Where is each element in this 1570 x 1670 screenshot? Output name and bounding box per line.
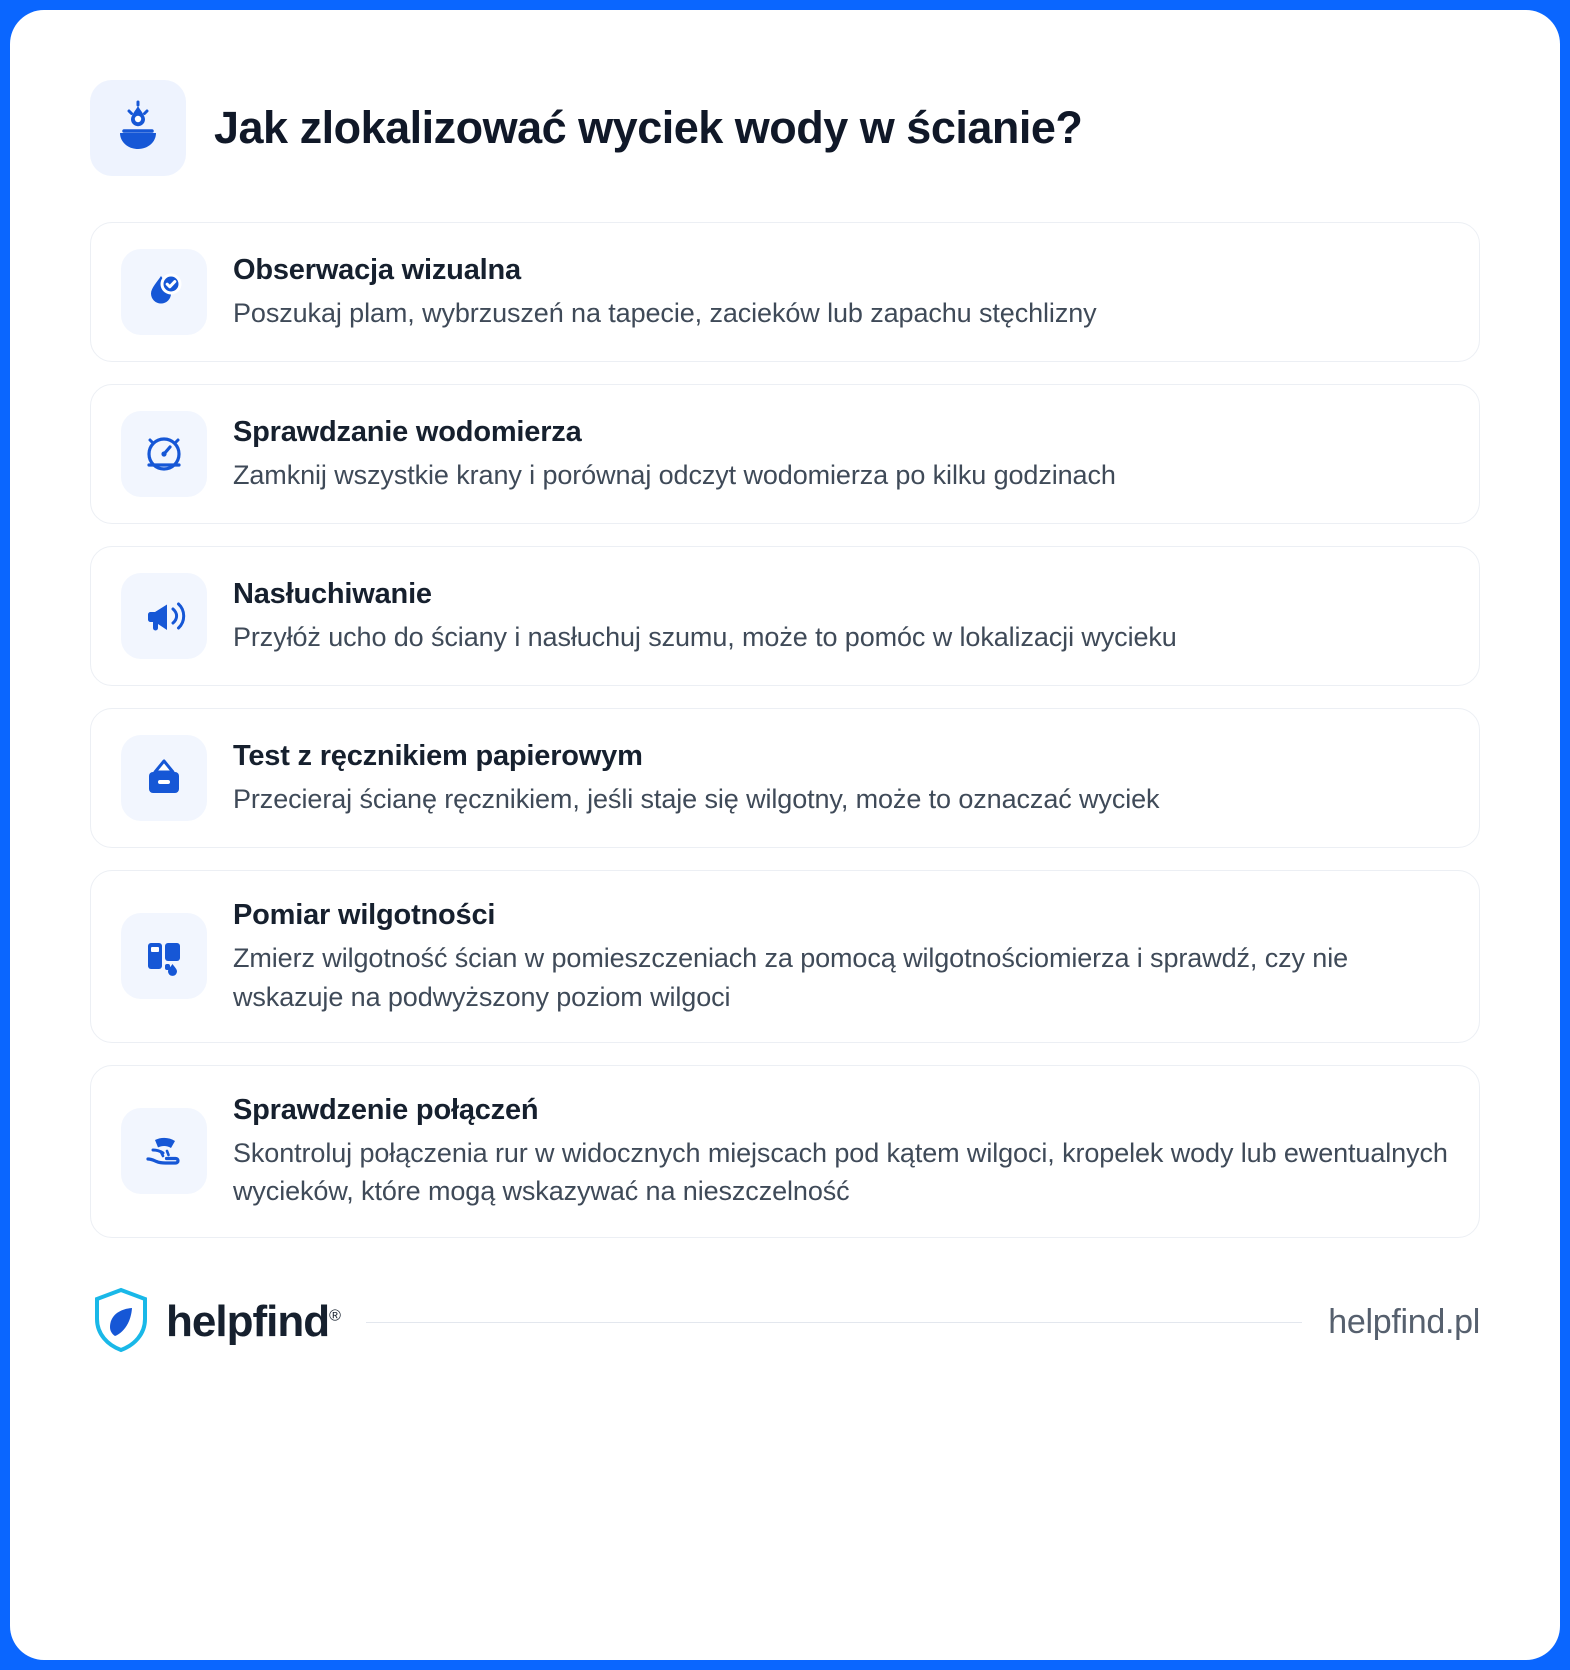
- shield-leaf-logo: [90, 1286, 152, 1359]
- list-item-desc: Przyłóż ucho do ściany i nasłuchuj szumu, może to pomóc w lokalizacji wycieku: [233, 621, 1177, 652]
- list-item: [90, 870, 1480, 1043]
- list-item-title: Nasłuchiwanie: [233, 577, 432, 610]
- list-item-desc: Skontroluj połączenia rur w widocznych miejscach pod kątem wilgoci, kropelek wody lub ewentualnych wycieków, które mogą wskazywać na nieszczelność: [233, 1138, 1448, 1207]
- list-item-title: Obserwacja wizualna: [233, 253, 521, 286]
- humidity-meter-icon: [121, 913, 207, 999]
- water-drop-hand-icon: [90, 80, 186, 176]
- infographic-card: [10, 10, 1560, 1660]
- list-item: [90, 384, 1480, 524]
- list-item-desc: Przecieraj ścianę ręcznikiem, jeśli staje się wilgotny, może to oznaczać wyciek: [233, 783, 1160, 814]
- drop-check-icon: [121, 249, 207, 335]
- divider: [366, 1322, 1302, 1324]
- registered-mark: ®: [329, 1307, 340, 1325]
- pipe-joint-hand-icon: [121, 1108, 207, 1194]
- list-item-desc: Zamknij wszystkie krany i porównaj odczyt wodomierza po kilku godzinach: [233, 459, 1116, 490]
- list-item-title: Pomiar wilgotności: [233, 899, 496, 931]
- list-item-title: Sprawdzanie wodomierza: [233, 415, 582, 448]
- list-item: [90, 222, 1480, 362]
- brand-logo: [90, 1286, 340, 1359]
- brand-name: helpfind®: [166, 1297, 340, 1347]
- page-title: Jak zlokalizować wyciek wody w ścianie?: [214, 102, 1083, 154]
- water-meter-gauge-icon: [121, 411, 207, 497]
- list-item-desc: Poszukaj plam, wybrzuszeń na tapecie, zacieków lub zapachu stęchlizny: [233, 297, 1097, 328]
- list-item-title: Test z ręcznikiem papierowym: [233, 739, 643, 772]
- paper-towel-box-icon: [121, 735, 207, 821]
- footer: [90, 1286, 1480, 1359]
- list-item-desc: Zmierz wilgotność ścian w pomieszczeniach za pomocą wilgotnościomierza i sprawdź, czy nie wskazuje na podwyższony poziom wilgoci: [233, 943, 1349, 1012]
- list-item: [90, 546, 1480, 686]
- footer-url: helpfind.pl: [1328, 1302, 1480, 1341]
- list-item: [90, 708, 1480, 848]
- list-item-title: Sprawdzenie połączeń: [233, 1093, 539, 1126]
- list-item: [90, 1065, 1480, 1238]
- header: [90, 80, 1480, 176]
- megaphone-listen-icon: [121, 573, 207, 659]
